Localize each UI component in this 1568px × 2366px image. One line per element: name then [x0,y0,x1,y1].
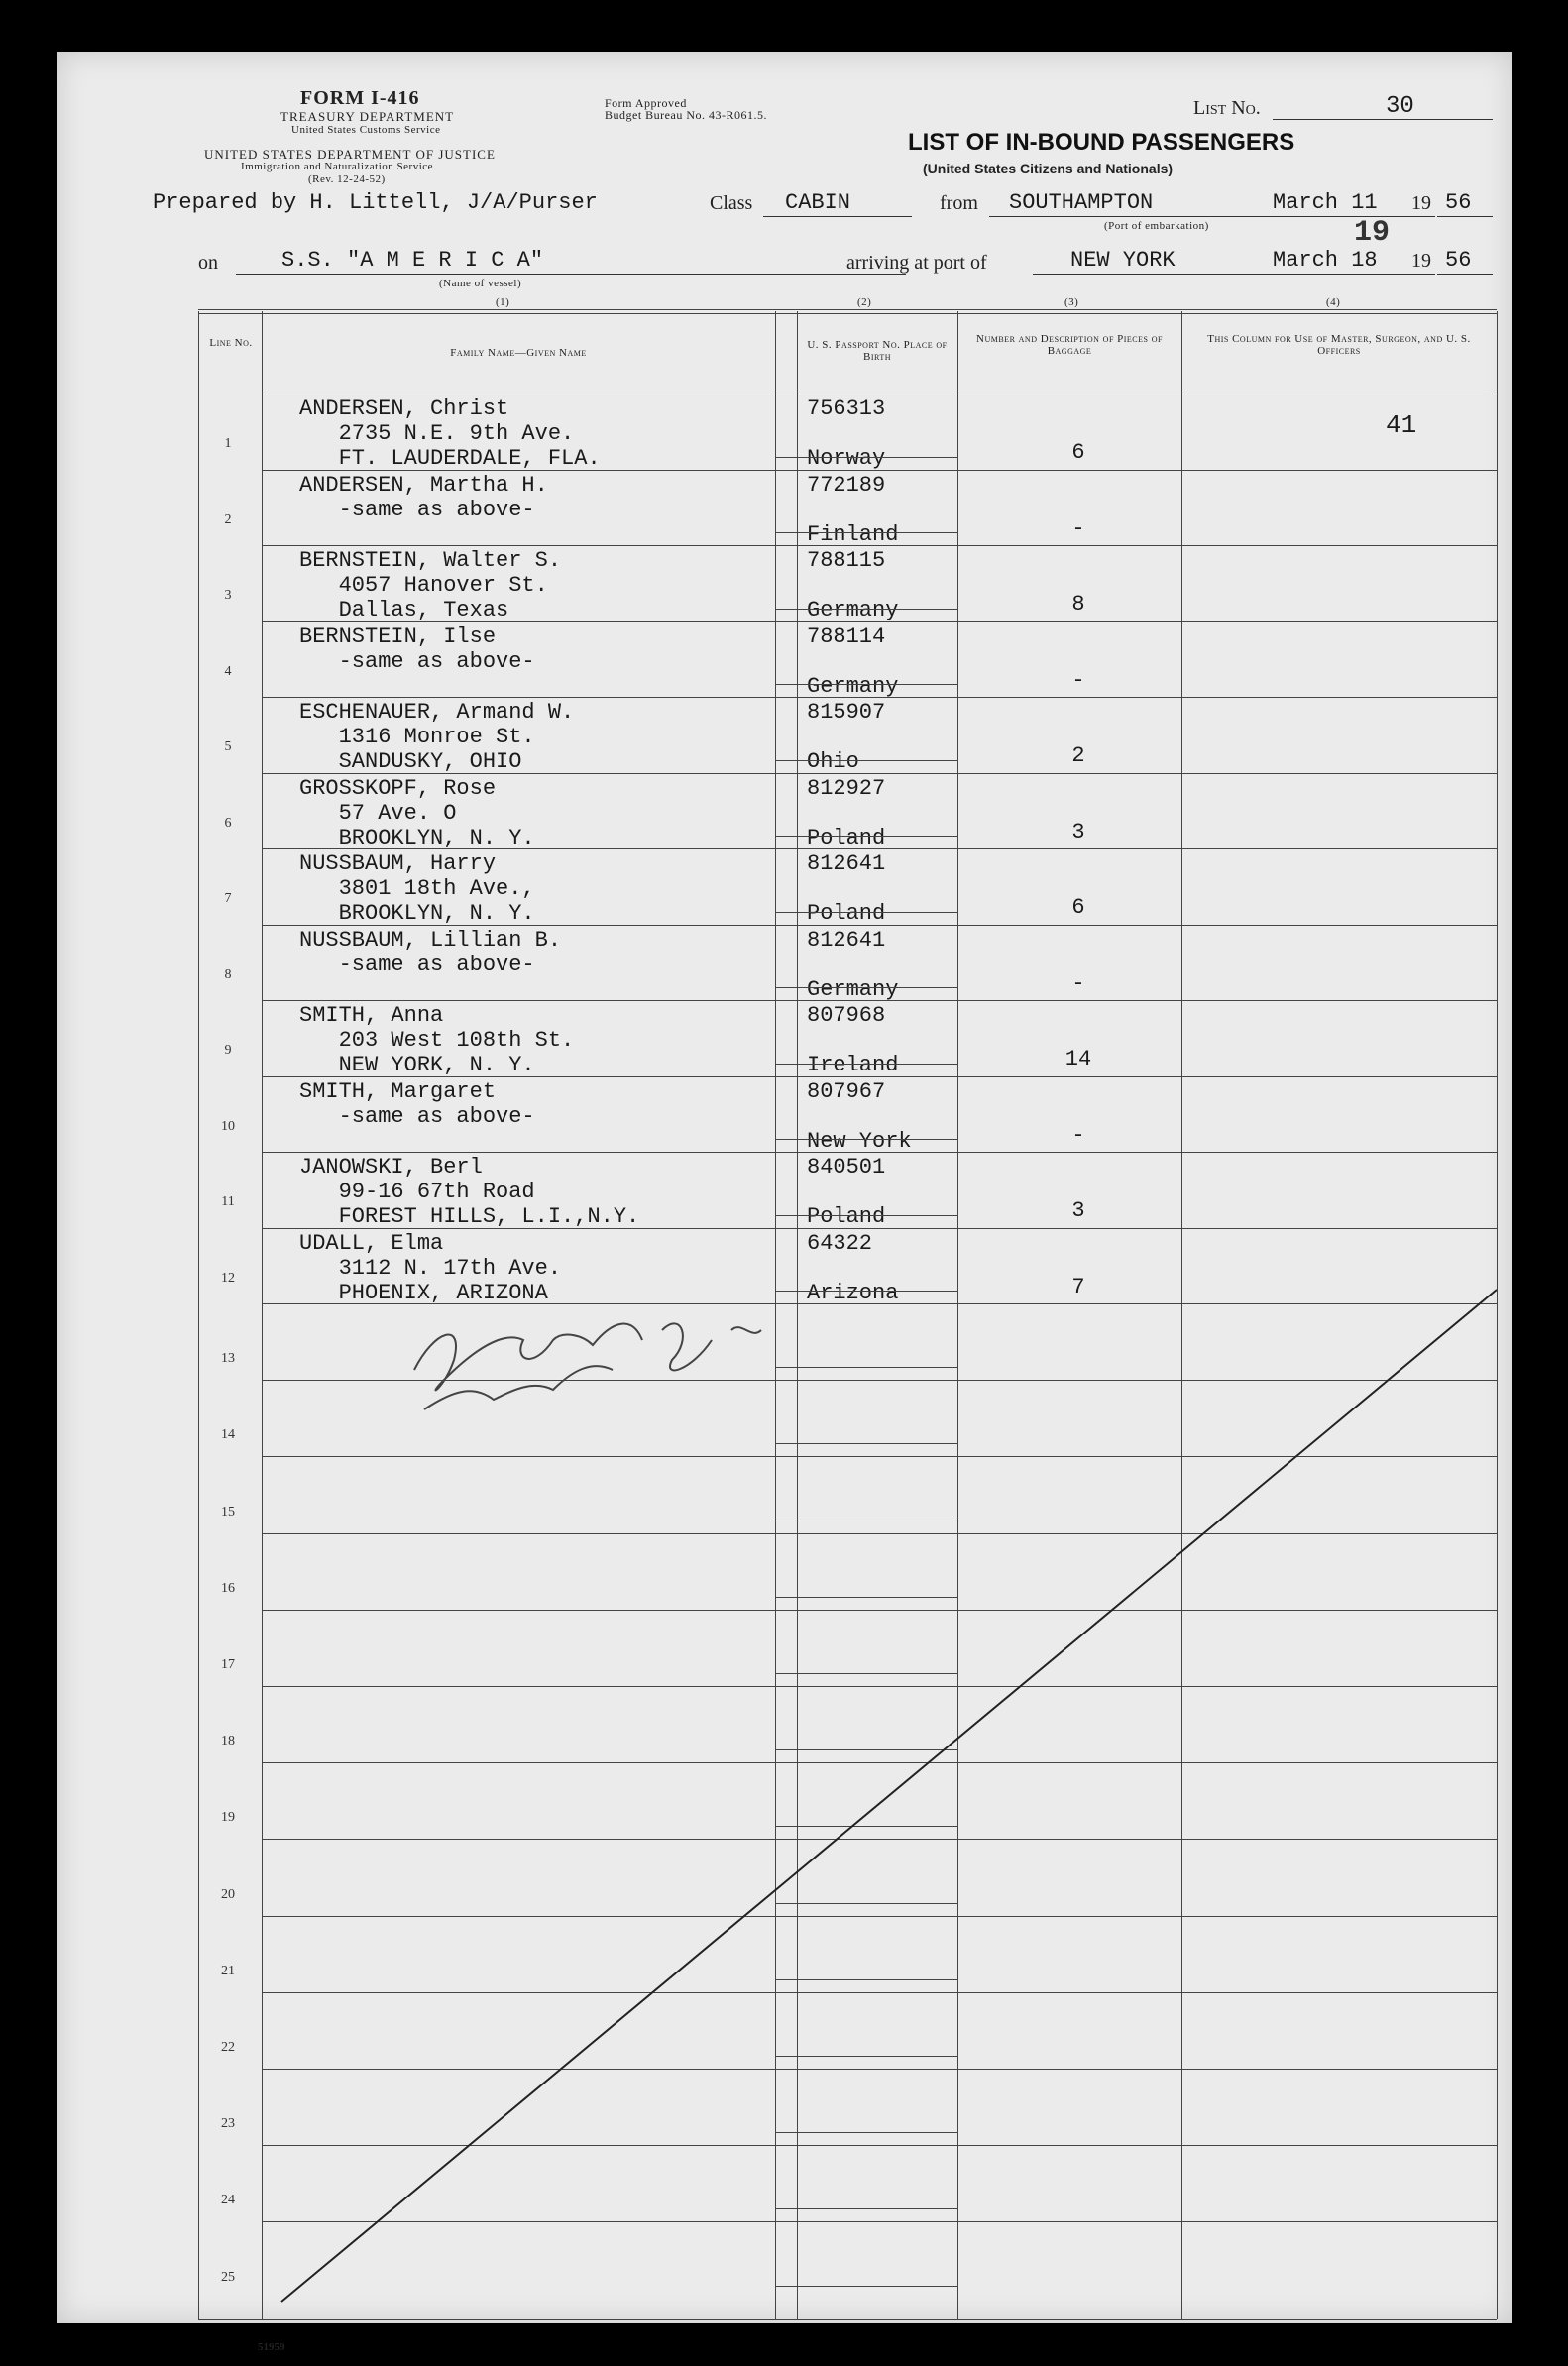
line-number: 13 [221,1351,235,1367]
list-no-label: List No. [1193,97,1261,119]
vessel-note: (Name of vessel) [439,278,522,289]
line-number: 21 [221,1963,235,1978]
line-number: 15 [221,1504,235,1520]
place-of-birth: Germany [807,976,899,1002]
form-approved: Form Approved [605,96,687,110]
dept-treasury: TREASURY DEPARTMENT [280,109,455,124]
form-page [57,52,1512,2353]
passenger-name: ANDERSEN, Christ [299,396,509,421]
passenger-name: UDALL, Elma [299,1230,444,1256]
passenger-name: SMITH, Margaret [299,1078,497,1104]
date-from: March 11 [1273,190,1378,215]
line-number: 14 [221,1427,235,1443]
passenger-city: BROOKLYN, N. Y. [299,901,535,926]
passenger-city: FOREST HILLS, L.I.,N.Y. [299,1204,640,1229]
line-number: 1 [224,436,232,451]
line-number: 7 [224,891,232,906]
line-number: 10 [221,1118,235,1134]
col-index-4: (4) [1326,296,1341,308]
baggage-count: 8 [1071,592,1085,617]
passport-number: 772189 [807,472,886,498]
passenger-name: ANDERSEN, Martha H. [299,472,548,498]
place-of-birth: Poland [807,1204,886,1229]
passport-number: 812927 [807,775,886,801]
passenger-address: -same as above- [299,648,535,674]
passport-number: 812641 [807,851,886,876]
col-index-3: (3) [1064,296,1079,308]
place-of-birth: Finland [807,521,899,547]
from-label: from [940,192,978,214]
budget-bureau: Budget Bureau No. 43-R061.5. [605,108,767,122]
passenger-name: SMITH, Anna [299,1003,444,1028]
port-note: (Port of embarkation) [1104,220,1209,232]
place-of-birth: Arizona [807,1280,899,1305]
line-number: 5 [224,739,232,754]
baggage-count: - [1071,970,1085,996]
cross-out-line [57,52,1512,2323]
handwritten-signature [414,1323,761,1409]
passport-number: 756313 [807,396,886,421]
passport-number: 788114 [807,623,886,649]
baggage-count: 6 [1071,440,1085,465]
line-number: 17 [221,1656,235,1672]
passenger-name: ESCHENAUER, Armand W. [299,700,575,725]
baggage-count: 7 [1071,1274,1085,1299]
passenger-city: FT. LAUDERDALE, FLA. [299,446,601,471]
revision-date: (Rev. 12-24-52) [308,173,386,185]
col-header-baggage: Number and Description of Pieces of Baggage [976,333,1163,357]
class-value: CABIN [785,190,851,215]
passenger-address: 1316 Monroe St. [299,725,535,749]
year-from: 56 [1445,190,1472,215]
passenger-address: 99-16 67th Road [299,1180,535,1204]
officer-note: 41 [1386,410,1417,440]
arriving-port: NEW YORK [1070,248,1176,273]
line-number: 6 [224,815,232,831]
passenger-address: 3801 18th Ave., [299,876,535,901]
baggage-count: - [1071,667,1085,693]
line-number: 16 [221,1580,235,1596]
from-value: SOUTHAMPTON [1009,190,1154,215]
passport-number: 840501 [807,1155,886,1180]
footer-code: 51959 [258,2341,285,2353]
passenger-address: 2735 N.E. 9th Ave. [299,421,575,446]
baggage-count: 3 [1071,1198,1085,1223]
year-arrival: 56 [1445,248,1472,273]
passenger-city: Dallas, Texas [299,598,509,622]
passenger-name: BERNSTEIN, Walter S. [299,548,562,573]
baggage-count: - [1071,1122,1085,1148]
passport-number: 807967 [807,1078,886,1104]
place-of-birth: Germany [807,673,899,699]
baggage-count: - [1071,515,1085,541]
line-number: 2 [224,511,232,527]
dept-customs: United States Customs Service [291,124,441,136]
passport-number: 812641 [807,927,886,953]
line-number: 20 [221,1886,235,1902]
passenger-address: -same as above- [299,1103,535,1129]
line-number: 11 [221,1194,235,1209]
line-number: 4 [224,663,232,679]
line-number: 19 [221,1810,235,1826]
dept-justice: UNITED STATES DEPARTMENT OF JUSTICE [204,147,496,162]
baggage-count: 2 [1071,743,1085,768]
vessel-name: S.S. "A M E R I C A" [281,248,544,273]
dept-immigration: Immigration and Naturalization Service [241,161,434,172]
line-number: 23 [221,2116,235,2132]
baggage-count: 6 [1071,895,1085,920]
passenger-city: PHOENIX, ARIZONA [299,1280,548,1305]
passenger-address: 4057 Hanover St. [299,573,548,598]
year-prefix-arr: 19 [1411,250,1431,272]
line-number: 24 [221,2193,235,2208]
line-number: 12 [221,1270,235,1286]
place-of-birth: Ohio [807,749,859,774]
place-of-birth: Poland [807,901,886,926]
place-of-birth: Ireland [807,1053,899,1077]
form-subtitle: (United States Citizens and Nationals) [923,161,1174,176]
col-index-1: (1) [496,296,510,308]
passport-number: 64322 [807,1230,873,1256]
line-number: 9 [224,1043,232,1058]
passenger-name: NUSSBAUM, Harry [299,851,497,876]
passenger-address: 203 West 108th St. [299,1028,575,1053]
col-header-line: Line No. [209,337,253,349]
passport-number: 807968 [807,1003,886,1028]
line-number: 18 [221,1734,235,1749]
year-prefix-from: 19 [1411,192,1431,214]
passport-number: 815907 [807,700,886,725]
place-of-birth: Poland [807,825,886,850]
place-of-birth: Germany [807,598,899,622]
passenger-name: BERNSTEIN, Ilse [299,623,497,649]
arriving-label: arriving at port of [846,252,987,274]
passenger-name: NUSSBAUM, Lillian B. [299,927,562,953]
passenger-city: NEW YORK, N. Y. [299,1053,535,1077]
col-header-officers: This Column for Use of Master, Surgeon, and U. S. Officers [1207,333,1471,357]
handwritten-19: 19 [1354,216,1391,250]
list-no-value: 30 [1386,93,1414,120]
line-number: 25 [221,2269,235,2285]
col-header-name: Family Name—Given Name [450,347,587,359]
line-number: 22 [221,2039,235,2055]
passenger-address: -same as above- [299,952,535,977]
form-number: FORM I-416 [300,87,420,109]
place-of-birth: New York [807,1128,912,1154]
passenger-address: 3112 N. 17th Ave. [299,1255,562,1281]
col-index-2: (2) [857,296,872,308]
on-label: on [198,252,218,274]
passenger-address: -same as above- [299,497,535,522]
passenger-name: JANOWSKI, Berl [299,1155,483,1180]
line-number: 8 [224,966,232,982]
line-number: 3 [224,588,232,603]
class-label: Class [710,192,753,214]
passenger-city: BROOKLYN, N. Y. [299,825,535,850]
passenger-name: GROSSKOPF, Rose [299,775,497,801]
date-arrival: March 18 [1273,248,1378,273]
passenger-address: 57 Ave. O [299,800,457,826]
baggage-count: 14 [1064,1047,1092,1071]
col-header-passport: U. S. Passport No. Place of Birth [807,339,948,363]
baggage-count: 3 [1071,819,1085,845]
passport-number: 788115 [807,548,886,573]
passenger-city: SANDUSKY, OHIO [299,749,522,774]
form-title: LIST OF IN-BOUND PASSENGERS [908,129,1295,156]
prepared-by: Prepared by H. Littell, J/A/Purser [153,190,598,215]
place-of-birth: Norway [807,446,886,471]
